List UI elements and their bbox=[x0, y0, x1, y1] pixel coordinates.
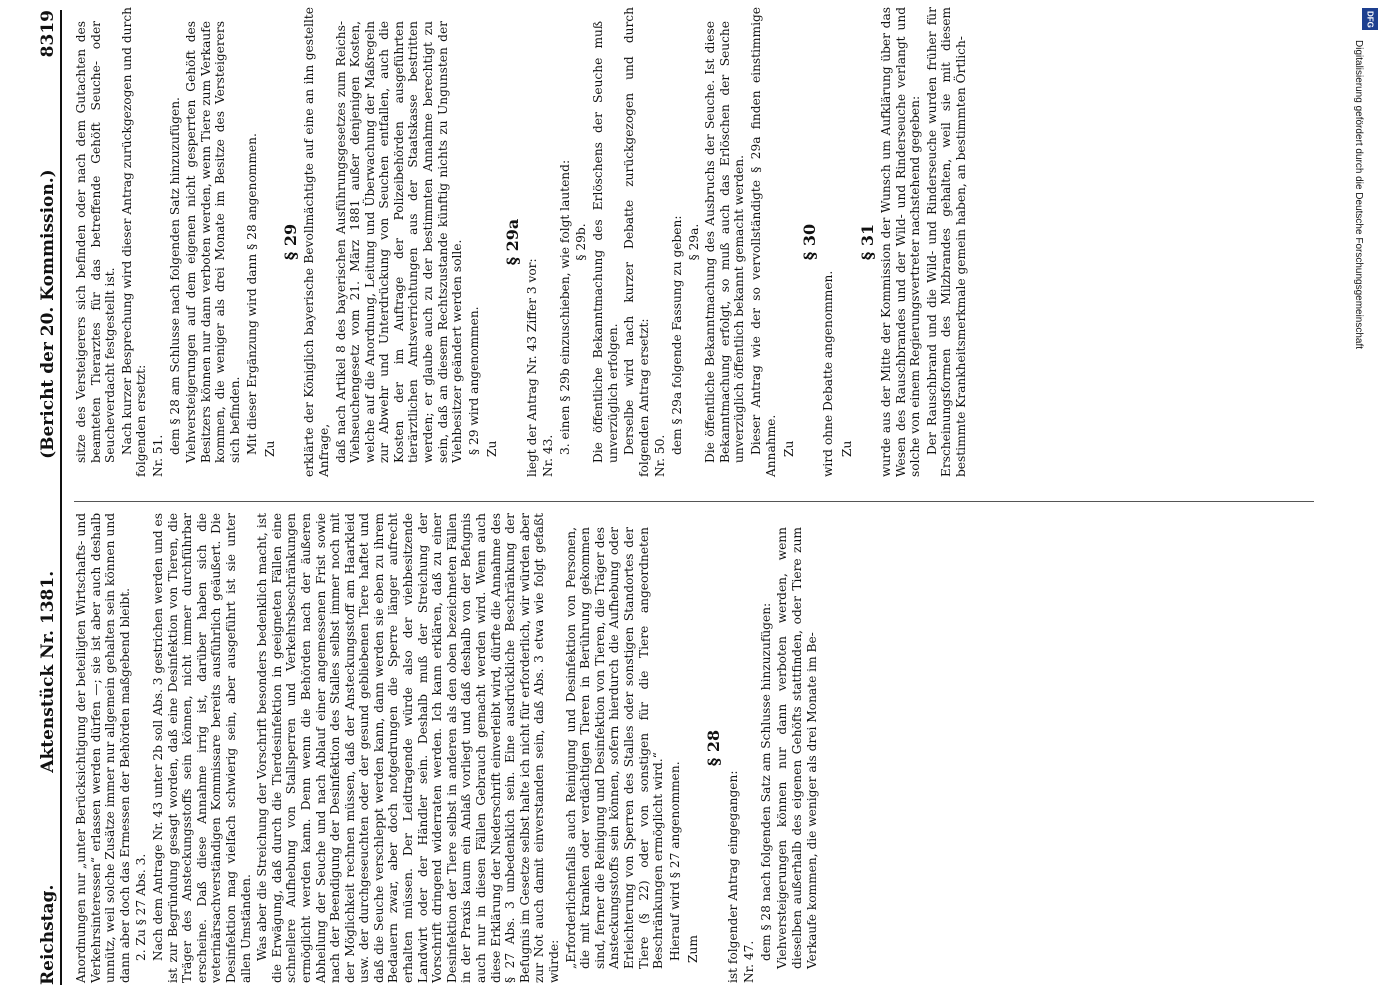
paragraph: Anordnungen nur „unter Berücksichtigung der beteiligten Wirtschafts- und Verkehrsinteressen“ erlassen werden dürfen —; sie ist aber auch deshalb unnütz, weil solche Zusätze immer nur allgemein gehalten sein können und dann aber doch das Ermessen der Behörden maßgebend bleibt. bbox=[74, 513, 132, 983]
dfg-logo bbox=[1362, 8, 1378, 30]
paragraph: Nr. 50. bbox=[653, 434, 668, 477]
column-divider bbox=[74, 501, 1314, 502]
left-column bbox=[74, 513, 821, 983]
paragraph: Zum bbox=[686, 935, 701, 963]
paragraph: liegt der Antrag Nr. 43 Ziffer 3 vor: bbox=[524, 258, 539, 477]
page-number: 8319 bbox=[38, 10, 59, 58]
paragraph: Zu bbox=[782, 440, 797, 457]
paragraph: Zu bbox=[485, 440, 500, 457]
paragraph: Nr. 47. bbox=[742, 940, 757, 983]
paragraph: dem § 28 nach folgenden Satz am Schlusse hinzuzufügen: bbox=[758, 602, 773, 961]
paragraph: Viehversteigerungen können nur dann verboten werden, wenn dieselben außerhalb des eigenen Gehöfts stattfinden, oder Tiere zum Verkaufe kommen, die weniger als drei Monate im Be- bbox=[775, 527, 819, 969]
paragraph: Zu bbox=[263, 440, 278, 457]
page-header bbox=[30, 10, 59, 985]
right-column bbox=[74, 7, 971, 477]
paragraph: wird ohne Debatte angenommen. bbox=[821, 270, 836, 477]
digitization-note bbox=[1350, 40, 1370, 900]
paragraph: § 29b. bbox=[574, 223, 589, 261]
paragraph: ist folgender Antrag eingegangen: bbox=[725, 770, 740, 983]
paragraph: erklärte der Königlich bayerische Bevollmächtigte auf eine an ihn gestellte Anfrage, bbox=[302, 7, 331, 477]
header-left: Reichstag. bbox=[38, 884, 59, 985]
section-heading: § 31 bbox=[857, 223, 877, 261]
paragraph: Nach dem Antrage Nr. 43 unter 2b soll Abs. 3 gestrichen werden und es ist zur Begründung gesagt worden, daß eine Desinfektion von Tieren, die Träger des Ansteckungsstoffs sein können, nicht immer durchführbar erscheine. Daß diese Annahme irrig ist, darüber haben sich die veterinärsachverständigen Kommissare bereits ausführlich geäußert. Die Desinfektion mag vielfach schwierig sein, aber ausgeführt ist sie unter allen Umständen. bbox=[150, 513, 253, 983]
paragraph: Nr. 51. bbox=[150, 434, 165, 477]
section-heading: § 28 bbox=[703, 729, 723, 767]
paragraph: dem § 28 am Schlusse nach folgenden Satz hinzuzufügen. bbox=[167, 97, 182, 455]
paragraph: Derselbe wird nach kurzer Debatte zurückgezogen und durch folgenden Antrag ersetzt: bbox=[622, 7, 651, 477]
section-heading: § 29 bbox=[280, 223, 300, 261]
paragraph: wurde aus der Mitte der Kommission der Wunsch um Aufklärung über das Wesen des Rauschbrandes und der Wild- und Rinderseuche verlangt und solche von einem Regierungsvertreter nachstehend gegeben: bbox=[879, 7, 923, 477]
header-center: Aktenstück Nr. 1381. bbox=[38, 570, 59, 773]
rotated-page bbox=[30, 0, 1335, 995]
digitization-note-text: Digitalisierung gefördert durch die Deutsche Forschungsgemeinschaft bbox=[1353, 40, 1364, 350]
paragraph: § 29a. bbox=[686, 223, 701, 261]
paragraph: sitze des Versteigerers sich befinden oder nach dem Gutachten des beamteten Tierarztes für das betreffende Gehöft Seuche- oder Seucheverdacht festgestellt ist. bbox=[74, 21, 118, 463]
header-right: (Bericht der 20. Kommission.) bbox=[38, 169, 59, 459]
paragraph: 3. einen § 29b einzuschieben, wie folgt lautend: bbox=[557, 159, 572, 455]
paragraph: 2. Zu § 27 Abs. 3. bbox=[134, 853, 149, 961]
paragraph: „Erforderlichenfalls auch Reinigung und Desinfektion von Personen, die mit kranken oder verdächtigen Tieren in Berührung gekommen sind, ferner die Reinigung und Desinfektion von Tieren, die Träger des Ansteckungsstoffs sein können, sofern hierdurch die Aufhebung oder Erleichterung von Sperren des Stalles oder sonstigen Standortes der Tiere (§ 22) oder von sonstigen für die Tiere angeordneten Beschränkungen ermöglicht wird.“ bbox=[563, 527, 666, 969]
paragraph: Hierauf wird § 27 angenommen. bbox=[667, 761, 682, 961]
paragraph: Mit dieser Ergänzung wird dann § 28 angenommen. bbox=[244, 133, 259, 455]
paragraph: dem § 29a folgende Fassung zu geben: bbox=[669, 215, 684, 455]
dfg-logo-text: DFG bbox=[1365, 10, 1375, 28]
paragraph: daß nach Artikel 8 des bayerischen Ausführungsgesetzes zum Reichs-Viehseuchengesetz vom 21. März 1881 außer denjenigen Kosten, welche auf die Anordnung, Leitung und Überwachung der Maßregeln zur Abwehr und Unterdrückung von Seuchen entfallen, auch die Kosten der im Auftrage der Polizeibehörden ausgeführten tierärztlichen Amtsverrichtungen aus der Staatskasse bestritten werden; er glaube auch zu der bestimmten Annahme berechtigt zu sein, daß an diesem Rechtszustande künftig nichts zu Ungunsten der Viehbesitzer geändert werden solle. bbox=[333, 21, 465, 463]
paragraph: § 29 wird angenommen. bbox=[466, 306, 481, 455]
section-heading: § 30 bbox=[799, 223, 819, 261]
paragraph: Nr. 43. bbox=[541, 434, 556, 477]
paragraph: Der Rauschbrand und die Wild- und Rinderseuche wurden früher für Erscheinungsformen des Milzbrandes gehalten, weil sie mit diesem bestimmte Krankheitsmerkmale gemein haben, an bestimmten Örtlich- bbox=[924, 7, 969, 477]
header-rule bbox=[60, 10, 62, 985]
paragraph: Viehversteigerungen auf dem eigenen nicht gesperrten Gehöft des Besitzers können nur dann verboten werden, wenn Tiere zum Verkaufe kommen, die weniger als drei Monate im Besitze des Versteigerers sich befinden. bbox=[184, 21, 242, 463]
paragraph: Nach kurzer Besprechung wird dieser Antrag zurückgezogen und durch folgenden ersetzt: bbox=[119, 7, 149, 477]
paragraph: Die öffentliche Bekanntmachung des Erlöschens der Seuche muß unverzüglich erfolgen. bbox=[591, 21, 620, 463]
section-heading: § 29a bbox=[503, 218, 523, 266]
paragraph: Was aber die Streichung der Vorschrift besonders bedenklich macht, ist die Erwägung, daß durch die Tierdesinfektion in geeigneten Fällen eine schnellere Aufhebung von Stallsperren und Verkehrsbeschränkungen ermöglicht werden kann. Denn wenn die Behörden nach der äußeren Abheilung der Seuche und nach Ablauf einer angemessenen Frist sowie nach der Beendigung der Desinfektion des Stalles selbst immer noch mit der Möglichkeit rechnen müssen, daß der Ansteckungsstoff am Haarkleid usw. der durchgeseuchten oder der gesund gebliebenen Tiere haftet und daß die Seuche verschleppt werden kann, dann werden sie eben zu ihrem Bedauern zwar, aber doch notgedrungen die Sperre länger aufrecht erhalten müssen. Der Leidtragende würde also der viehbesitzende Landwirt oder der Händler sein. Deshalb muß der Streichung der Vorschrift dringend widerraten werden. Ich kann erklären, daß zu einer Desinfektion der Tiere selbst in anderen als den oben bezeichneten Fällen in der Praxis kaum ein Anlaß vorliegt und daß deshalb von der Befugnis auch nur in diesen Fällen Gebrauch gemacht werden wird. Wenn auch diese Erklärung der Niederschrift einverleibt wird, dürfte die Annahme des § 27 Abs. 3 unbedenklich sein. Eine ausdrückliche Beschränkung der Befugnis im Gesetze selbst halte ich nicht für erforderlich, wir würden aber zur Not auch damit einverstanden sein, daß Abs. 3 etwa wie folgt gefaßt würde: bbox=[255, 513, 561, 983]
paragraph: Dieser Antrag wie der so vervollständigte § 29a finden einstimmige Annahme. bbox=[748, 7, 778, 477]
paragraph: Zu bbox=[839, 440, 854, 457]
paragraph: Die öffentliche Bekanntmachung des Ausbruchs der Seuche. Ist diese Bekanntmachung erfolgt, so muß auch das Erlöschen der Seuche unverzüglich öffentlich bekannt gemacht werden. bbox=[703, 21, 747, 463]
